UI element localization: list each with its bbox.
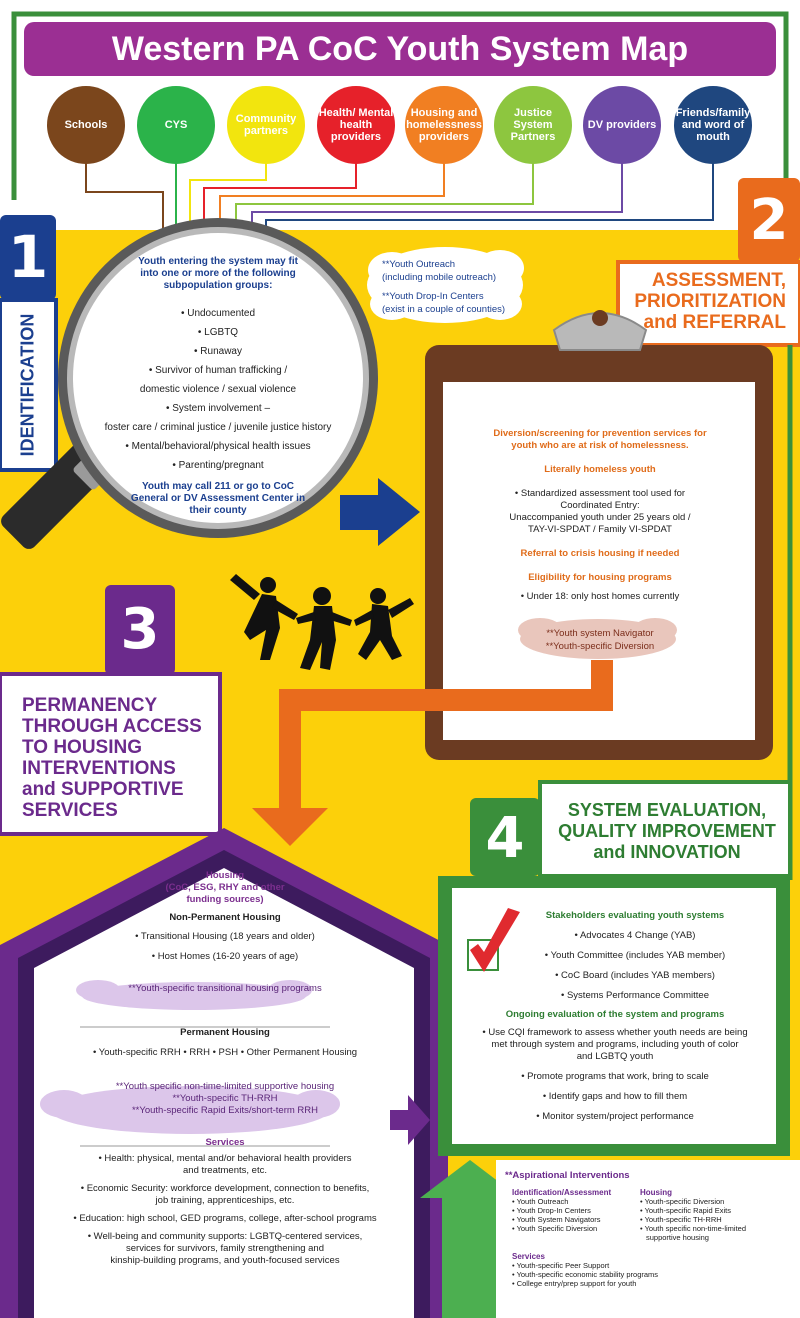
tool-line: Coordinated Entry: [560, 500, 640, 511]
non-permanent-title: Non-Permanent Housing [169, 912, 281, 923]
entry-friends-family: Friends/family and word of mouth [674, 86, 752, 164]
step4-number: 4 [485, 806, 525, 871]
aspirational-id-column: Identification/Assessment • Youth Outreach • Youth Drop-In Centers • Youth System Navigators • Youth Specific Diversion [512, 1188, 612, 1233]
house-content [40, 870, 410, 1267]
entry-justice-partners: Justice System Partners [494, 86, 572, 164]
group-item: • LGBTQ [197, 327, 239, 338]
step4-heading: SYSTEM EVALUATION, QUALITY IMPROVEMENT and INNOVATION [558, 800, 776, 862]
entry-schools: Schools [47, 86, 125, 164]
permanent-title: Permanent Housing [180, 1027, 270, 1038]
stakeholder-item: • Systems Performance Committee [561, 990, 709, 1001]
group-item: • Runaway [194, 346, 242, 357]
tool-line: TAY-VI-SPDAT / Family VI-SPDAT [528, 524, 672, 535]
entry-housing-providers: Housing and homelessness providers [405, 86, 483, 164]
referral-text: Referral to crisis housing if needed [520, 548, 680, 559]
ongoing-item: • Promote programs that work, bring to scale [521, 1071, 709, 1082]
step2-heading: ASSESSMENT, PRIORITIZATION and REFERRAL [634, 270, 786, 333]
group-item: • System involvement – [165, 403, 271, 414]
ongoing-item: • Monitor system/project performance [536, 1111, 694, 1122]
step1-lens-content [98, 256, 338, 517]
stakeholders-title: Stakeholders evaluating youth systems [545, 910, 725, 921]
clipboard-content [452, 428, 748, 603]
transitional-cloud: **Youth-specific transitional housing programs [128, 983, 322, 994]
ongoing-item: • Use CQI framework to assess whether youth needs are being met through system and programs, including youth of color and LGBTQ youth [482, 1027, 748, 1062]
services-title: Services [205, 1137, 245, 1148]
step2-number: 2 [749, 188, 789, 253]
stakeholder-item: • Advocates 4 Change (YAB) [574, 930, 696, 941]
connector-lines [86, 163, 713, 232]
supportive-cloud: **Youth specific non-time-limited supportive housing **Youth-specific TH-RRH **Youth-specific Rapid Exits/short-term RRH [115, 1081, 335, 1116]
aspirational-title: **Aspirational Interventions [505, 1170, 630, 1181]
entry-community-partners: Community partners [227, 86, 305, 164]
step1-number: 1 [7, 223, 49, 291]
navigator-cloud: **Youth system Navigator **Youth-specific Diversion [545, 628, 655, 652]
service-item: • Education: high school, GED programs, college, after-school programs [73, 1213, 377, 1224]
aspirational-services-column: Services • Youth-specific Peer Support • Youth-specific economic stability programs • College entry/prep support for youth [512, 1252, 659, 1288]
service-item: • Health: physical, mental and/or behavioral health providers and treatments, etc. [98, 1153, 352, 1176]
outreach-cloud: **Youth Outreach (including mobile outreach) **Youth Drop-In Centers (exist in a couple of counties) [382, 259, 506, 315]
tool-line: Unaccompanied youth under 25 years old / [509, 512, 691, 523]
page-title: Western PA CoC Youth System Map [24, 22, 776, 76]
group-item: • Survivor of human trafficking / [148, 365, 288, 376]
entry-dv-providers: DV providers [583, 86, 661, 164]
ongoing-item: • Identify gaps and how to fill them [542, 1091, 688, 1102]
step1-heading: IDENTIFICATION [17, 313, 38, 457]
funding-text: (CoC, ESG, RHY and other funding sources) [165, 882, 285, 905]
service-item: • Economic Security: workforce development, connection to benefits, job training, apprenticeships, etc. [80, 1183, 370, 1206]
group-item: domestic violence / sexual violence [139, 384, 297, 395]
ongoing-title: Ongoing evaluation of the system and programs [505, 1009, 725, 1020]
eligibility-text: Eligibility for housing programs [528, 572, 672, 583]
group-item: • Mental/behavioral/physical health issues [125, 441, 311, 452]
group-item: • Undocumented [180, 308, 256, 319]
permanent-list: • Youth-specific RRH • RRH • PSH • Other Permanent Housing [92, 1047, 358, 1058]
literally-homeless: Literally homeless youth [544, 464, 656, 475]
step3-number: 3 [120, 597, 160, 662]
group-item: • Parenting/pregnant [172, 460, 264, 471]
hh-item: • Host Homes (16-20 years of age) [151, 951, 299, 962]
stakeholder-item: • Youth Committee (includes YAB member) [544, 950, 726, 961]
group-item: foster care / criminal justice / juvenile justice history [104, 422, 332, 433]
housing-title: Housing [206, 870, 244, 881]
tool-line: • Standardized assessment tool used for [514, 488, 686, 499]
step3-heading: PERMANENCY THROUGH ACCESS TO HOUSING INTERVENTIONS and SUPPORTIVE SERVICES [22, 695, 202, 821]
step1-footer: Youth may call 211 or go to CoC General or DV Assessment Center in their county [130, 481, 306, 516]
entry-points [47, 86, 757, 166]
th-item: • Transitional Housing (18 years and older) [135, 931, 315, 942]
under18-text: • Under 18: only host homes currently [520, 591, 680, 602]
evaluation-content [460, 910, 770, 1123]
service-item: • Well-being and community supports: LGBTQ-centered services, services for survivors, family strengthening and kinship-building programs, and youth-focused services [87, 1231, 363, 1266]
diversion-text: Diversion/screening for prevention services for youth who are at risk of homelessness. [493, 428, 707, 451]
entry-cys: CYS [137, 86, 215, 164]
step1-intro: Youth entering the system may fit into one or more of the following subpopulation groups: [138, 256, 298, 291]
stakeholder-item: • CoC Board (includes YAB members) [555, 970, 715, 981]
aspirational-housing-column: Housing • Youth-specific Diversion • Youth-specific Rapid Exits • Youth-specific TH-RRH • Youth specific non-time-limited supportive housing [640, 1188, 747, 1242]
entry-health-providers: Health/ Mental health providers [317, 86, 395, 164]
